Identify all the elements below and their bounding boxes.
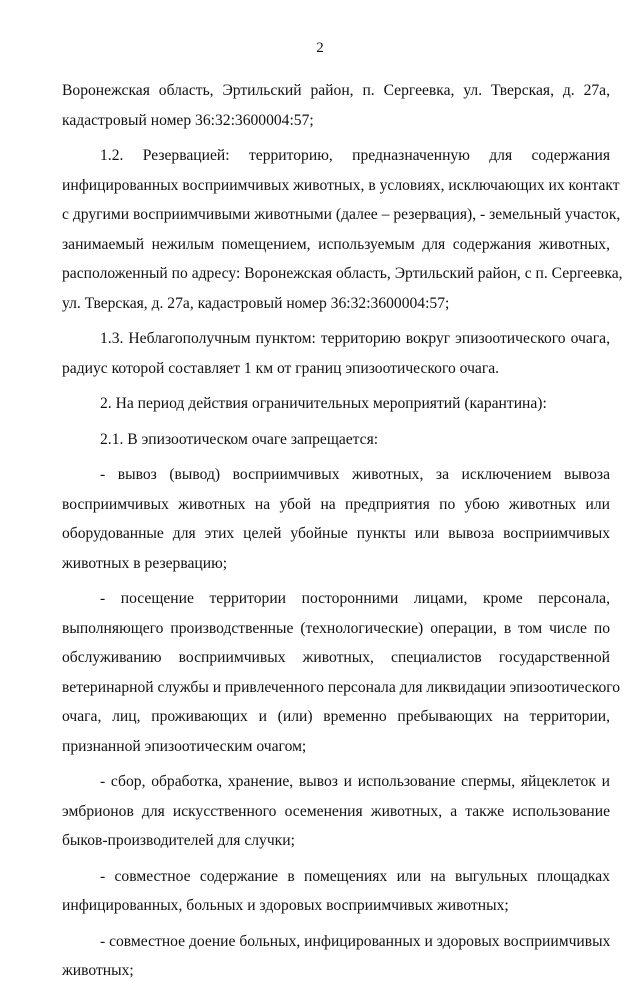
bullet-first-line: - совместное содержание в помещениях или на выгульных площадках (100, 867, 610, 885)
text-line: инфицированных, больных и здоровых восприимчивых животных; (62, 897, 509, 914)
text-line: с другими восприимчивыми животными (далее – резервация), - земельный участок, (62, 206, 621, 223)
bullet-first-line: - вывоз (вывод) восприимчивых животных, за исключением вывоза (100, 466, 610, 483)
text-line: быков-производителей для случки; (62, 832, 295, 849)
text-line: выполняющего производственные (технологические) операции, в том числе по (62, 619, 610, 637)
text-line: Воронежская область, Эртильский район, п. Сергеевка, ул. Тверская, д. 27а, (62, 82, 610, 99)
text-line: ул. Тверская, д. 27а, кадастровый номер 36:32:3600004:57; (62, 294, 450, 312)
text-line: оборудованные для этих целей убойные пункты или вывоза восприимчивых (62, 525, 610, 542)
text-line: животных в резервацию; (62, 554, 228, 572)
section-2-heading: 2. На период действия ограничительных мероприятий (карантина): (100, 395, 547, 412)
bullet-first-line: - посещение территории посторонними лицами, кроме персонала, (100, 590, 610, 607)
text-line: кадастровый номер 36:32:3600004:57; (62, 111, 314, 129)
text-line: очага, лиц, проживающих и (или) временно пребывающих на территории, (62, 708, 610, 725)
text-line: занимаемый нежилым помещением, используемым для содержания животных, (62, 235, 610, 253)
text-line: эмбрионов для искусственного осеменения животных, а также использование (62, 802, 610, 820)
paragraph-1-2-first-line: 1.2. Резервацией: территорию, предназначенную для содержания (100, 147, 610, 164)
bullet-first-line: - совместное доение больных, инфицированных и здоровых восприимчивых (100, 932, 611, 950)
text-line: ветеринарной службы и привлеченного персонала для ликвидации эпизоотического (62, 678, 621, 696)
paragraph-1-3-first-line: 1.3. Неблагополучным пунктом: территорию вокруг эпизоотического очага, (100, 330, 610, 347)
text-line: расположенный по адресу: Воронежская область, Эртильский район, с п. Сергеевка, (62, 265, 623, 282)
text-line: животных; (62, 962, 134, 979)
section-2-1-heading: 2.1. В эпизоотическом очаге запрещается: (100, 430, 379, 448)
text-line: восприимчивых животных на убой на предприятия по убою животных или (62, 495, 610, 513)
text-line: признанной эпизоотическим очагом; (62, 737, 307, 755)
text-line: инфицированных восприимчивых животных, в условиях, исключающих их контакт (62, 176, 620, 194)
text-line: радиус которой составляет 1 км от границ эпизоотического очага. (62, 359, 500, 377)
document-body (62, 76, 623, 986)
text-line: обслуживанию восприимчивых животных, специалистов государственной (62, 649, 610, 666)
bullet-first-line: - сбор, обработка, хранение, вывоз и использование спермы, яйцеклеток и (100, 773, 610, 790)
page-number: 2 (316, 40, 324, 56)
